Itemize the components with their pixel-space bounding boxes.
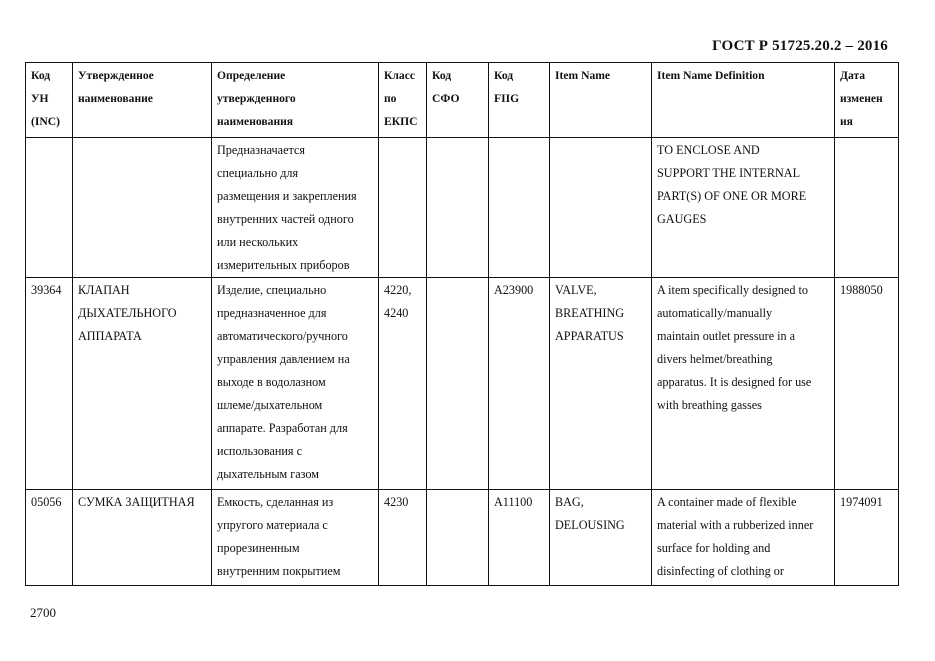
cell-change-date	[835, 138, 899, 278]
cell-text-line: СФО	[432, 92, 460, 105]
cell-text-line: 1988050	[840, 283, 883, 297]
cell-definition	[212, 490, 379, 586]
cell-sfo	[427, 138, 489, 278]
cell-item-name	[550, 138, 652, 278]
cell-approved-name	[73, 490, 212, 586]
cell-text-line: АППАРАТА	[78, 329, 142, 343]
header-ekps-class	[379, 63, 427, 138]
cell-text-line: VALVE,	[555, 283, 597, 297]
cell-text-line: automatically/manually	[657, 306, 773, 320]
cell-text-line: PART(S) OF ONE OR MORE	[657, 189, 807, 203]
cell-text-line: material with a rubberized inner	[657, 518, 814, 532]
cell-text-line: Код	[494, 69, 514, 82]
cell-text-line: Утвержденное	[78, 69, 154, 82]
cell-text-line: ия	[840, 115, 853, 128]
cell-item-definition	[652, 138, 835, 278]
header-fiig-code	[489, 63, 550, 138]
table-row	[26, 138, 899, 278]
cell-text-line: A23900	[494, 283, 534, 297]
table-row	[26, 490, 899, 586]
cell-text-line: Емкость, сделанная из	[217, 495, 334, 509]
cell-inc	[26, 490, 73, 586]
cell-text-line: SUPPORT THE INTERNAL	[657, 166, 801, 180]
cell-text-line: Изделие, специально	[217, 283, 327, 297]
cell-fiig	[489, 490, 550, 586]
cell-text-line: использования с	[217, 444, 302, 458]
header-inc	[26, 63, 73, 138]
cell-text-line: ЕКПС	[384, 115, 418, 128]
table-row	[26, 278, 899, 490]
cell-inc	[26, 278, 73, 490]
header-definition	[212, 63, 379, 138]
page-number: 2700	[30, 605, 56, 620]
cell-text-line: по	[384, 92, 397, 105]
cell-text-line: утвержденного	[217, 92, 296, 105]
cell-approved-name	[73, 278, 212, 490]
cell-text-line: УН	[31, 92, 49, 105]
cell-ekps	[379, 138, 427, 278]
cell-text-line: выходе в водолазном	[217, 375, 326, 389]
cell-text-line: 4230	[384, 495, 409, 509]
cell-text-line: Item Name Definition	[657, 69, 765, 82]
cell-change-date	[835, 490, 899, 586]
cell-text-line: Дата	[840, 69, 866, 82]
cell-fiig	[489, 278, 550, 490]
header-item-name-definition	[652, 63, 835, 138]
cell-text-line: наименование	[78, 92, 153, 105]
cell-text-line: A11100	[494, 495, 533, 509]
header-change-date	[835, 63, 899, 138]
cell-inc	[26, 138, 73, 278]
cell-text-line: (INC)	[31, 115, 60, 128]
cell-text-line: TO ENCLOSE AND	[657, 143, 760, 157]
cell-text-line: ДЫХАТЕЛЬНОГО	[78, 306, 177, 320]
cell-item-name	[550, 278, 652, 490]
cell-ekps	[379, 278, 427, 490]
cell-item-name	[550, 490, 652, 586]
cell-text-line: divers helmet/breathing	[657, 352, 773, 366]
cell-text-line: шлеме/дыхательном	[217, 398, 323, 412]
cell-text-line: Код	[31, 69, 51, 82]
cell-text-line: Предназначается	[217, 143, 305, 157]
cell-text-line: внутренних частей одного	[217, 212, 354, 226]
cell-text-line: внутренним покрытием	[217, 564, 341, 578]
cell-text-line: surface for holding and	[657, 541, 771, 555]
cell-text-line: аппарате. Разработан для	[217, 421, 348, 435]
cell-text-line: измерительных приборов	[217, 258, 350, 272]
cell-text-line: изменен	[840, 92, 883, 105]
cell-text-line: управления давлением на	[217, 352, 350, 366]
cell-text-line: автоматического/ручного	[217, 329, 348, 343]
cell-fiig	[489, 138, 550, 278]
cell-sfo	[427, 278, 489, 490]
cell-text-line: BREATHING	[555, 306, 625, 320]
cell-text-line: FIIG	[494, 92, 520, 105]
cell-text-line: размещения и закрепления	[217, 189, 357, 203]
cell-text-line: прорезиненным	[217, 541, 300, 555]
cell-text-line: A item specifically designed to	[657, 283, 808, 297]
cell-text-line: apparatus. It is designed for use	[657, 375, 812, 389]
cell-text-line: 39364	[31, 283, 62, 297]
cell-text-line: Item Name	[555, 69, 611, 82]
cell-sfo	[427, 490, 489, 586]
item-registry-table	[25, 62, 899, 586]
cell-text-line: APPARATUS	[555, 329, 624, 343]
cell-item-definition	[652, 490, 835, 586]
cell-text-line: наименования	[217, 115, 294, 128]
cell-text-line: DELOUSING	[555, 518, 625, 532]
cell-text-line: дыхательным газом	[217, 467, 319, 481]
cell-approved-name	[73, 138, 212, 278]
header-item-name	[550, 63, 652, 138]
cell-text-line: СУМКА ЗАЩИТНАЯ	[78, 495, 195, 509]
cell-definition	[212, 138, 379, 278]
cell-definition	[212, 278, 379, 490]
cell-text-line: 4220,	[384, 283, 412, 297]
cell-text-line: 4240	[384, 306, 409, 320]
cell-text-line: КЛАПАН	[78, 283, 130, 297]
cell-item-definition	[652, 278, 835, 490]
cell-text-line: 05056	[31, 495, 62, 509]
cell-text-line: maintain outlet pressure in a	[657, 329, 796, 343]
cell-text-line: GAUGES	[657, 212, 707, 226]
table-header-row	[26, 63, 899, 138]
cell-text-line: BAG,	[555, 495, 584, 509]
header-sfo-code	[427, 63, 489, 138]
header-approved-name	[73, 63, 212, 138]
cell-text-line: disinfecting of clothing or	[657, 564, 784, 578]
standard-designation: ГОСТ Р 51725.20.2 – 2016	[712, 38, 888, 54]
cell-text-line: предназначенное для	[217, 306, 327, 320]
cell-text-line: или нескольких	[217, 235, 299, 249]
cell-text-line: Класс	[384, 69, 415, 82]
cell-text-line: A container made of flexible	[657, 495, 797, 509]
cell-text-line: упругого материала с	[217, 518, 328, 532]
cell-text-line: 1974091	[840, 495, 883, 509]
cell-text-line: специально для	[217, 166, 299, 180]
cell-ekps	[379, 490, 427, 586]
cell-text-line: Определение	[217, 69, 286, 82]
cell-text-line: Код	[432, 69, 452, 82]
cell-change-date	[835, 278, 899, 490]
cell-text-line: with breathing gasses	[657, 398, 762, 412]
